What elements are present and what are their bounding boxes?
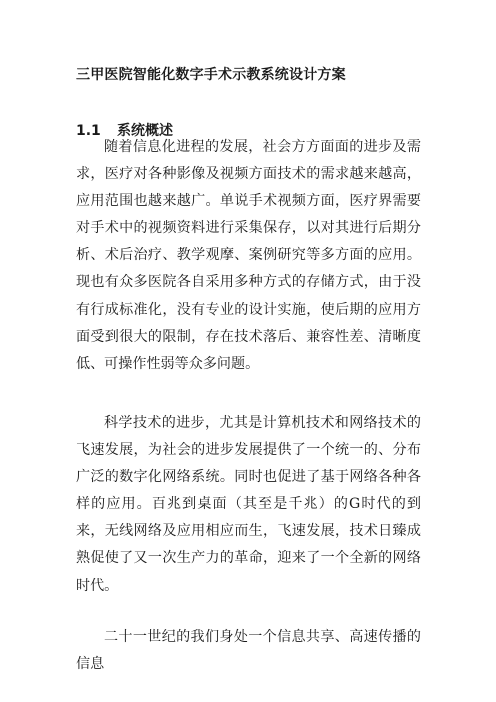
paragraph-3: 二十一世纪的我们身处一个信息共享、高速传播的信息 xyxy=(76,629,421,673)
paragraph-1: 随着信息化进程的发展，社会方方面面的进步及需求，医疗对各种影像及视频方面技术的需求越来越高，应用范围也越来越广。单说手术视频方面，医疗界需要对手术中的视频资料进行采集保存，以对其进行后期分析、术后治疗、教学观摩、案例研究等多方面的应用。现也有众多医院各自采用多种方式的存储方式，由于没有行成标准化，没有专业的设计实施，使后期的应用方面受到很大的限制，存在技术落后、兼容性差、清晰度低、可操作性弱等众多问题。 xyxy=(76,139,421,372)
section-title: 系统概述 xyxy=(117,123,173,139)
document-title: 三甲医院智能化数字手术示教系统设计方案 xyxy=(76,67,346,83)
paragraph-2: 科学技术的进步，尤其是计算机技术和网络技术的飞速发展，为社会的进步发展提供了一个统一的、分布广泛的数字化网络系统。同时也促进了基于网络各种各样的应用。百兆到桌面（其至是千兆）的G时代的到来，无线网络及应用相应而生，飞速发展，技术日臻成熟促使了又一次生产力的革命，迎来了一个全新的网络时代。 xyxy=(76,415,421,594)
section-number: 1.1 xyxy=(76,123,101,139)
